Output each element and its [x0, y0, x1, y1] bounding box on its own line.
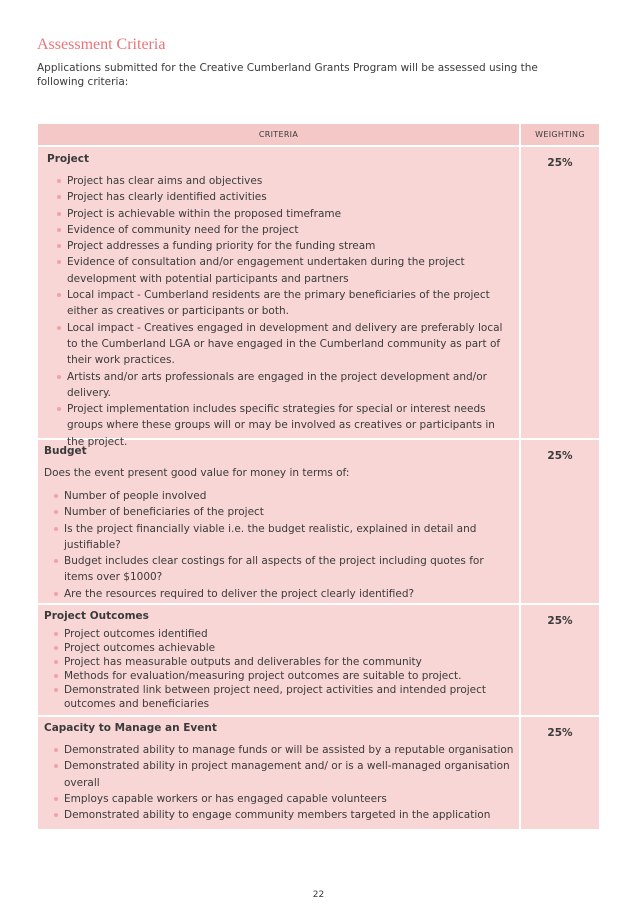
weight-cell [521, 605, 599, 715]
list-item: Artists and/or arts professionals are engaged in the project development and/or delivery. [67, 369, 512, 402]
list-item: Project implementation includes specific strategies for special or interest needs groups where these groups will or may be involved as creatives or participants in the project. [67, 401, 512, 450]
list-item: Number of people involved [64, 488, 514, 504]
table-header-row [38, 124, 599, 145]
section-title: Project [47, 153, 90, 165]
list-item: Evidence of community need for the project [67, 222, 512, 238]
criteria-cell [38, 440, 519, 603]
list-item: Project is achievable within the proposed timeframe [67, 206, 512, 222]
weight-value: 25% [547, 727, 573, 739]
list-item: Demonstrated ability to engage community members targeted in the application [64, 807, 514, 823]
criteria-list [67, 173, 512, 450]
page-title: Assessment Criteria [37, 36, 166, 53]
list-item: Budget includes clear costings for all aspects of the project including quotes for items over $1000? [64, 553, 514, 586]
weight-value: 25% [547, 615, 573, 627]
header-criteria: CRITERIA [38, 124, 519, 145]
criteria-row-project-outcomes [38, 605, 599, 715]
weight-cell [521, 147, 599, 438]
section-title: Budget [44, 445, 87, 457]
criteria-list [64, 742, 514, 823]
list-item: Number of beneficiaries of the project [64, 504, 514, 520]
list-item: Are the resources required to deliver the project clearly identified? [64, 586, 514, 602]
weight-value: 25% [547, 157, 573, 169]
section-title: Project Outcomes [44, 610, 149, 622]
criteria-cell [38, 605, 519, 715]
list-item: Project has measurable outputs and deliverables for the community [64, 655, 514, 669]
list-item: Project outcomes identified [64, 627, 514, 641]
section-title: Capacity to Manage an Event [44, 722, 217, 734]
criteria-list [64, 627, 514, 711]
list-item: Methods for evaluation/measuring project outcomes are suitable to project. [64, 669, 514, 683]
list-item: Local impact - Cumberland residents are the primary beneficiaries of the project either as creatives or participants or both. [67, 287, 512, 320]
criteria-row-project [38, 147, 599, 448]
criteria-cell [38, 147, 519, 448]
list-item: Demonstrated ability in project management and/ or is a well-managed organisation overall [64, 758, 514, 791]
list-item: Project addresses a funding priority for the funding stream [67, 238, 512, 254]
list-item: Project has clearly identified activities [67, 189, 512, 205]
list-item: Demonstrated ability to manage funds or will be assisted by a reputable organisation [64, 742, 514, 758]
list-item: Evidence of consultation and/or engagement undertaken during the project development with potential participants and partners [67, 254, 512, 287]
criteria-row-budget [38, 440, 599, 603]
weight-cell [521, 440, 599, 603]
criteria-list [64, 488, 514, 602]
section-intro: Does the event present good value for money in terms of: [44, 467, 350, 479]
header-weighting: WEIGHTING [521, 124, 599, 145]
list-item: Demonstrated link between project need, project activities and intended project outcomes and beneficiaries [64, 683, 514, 711]
page-number: 22 [312, 890, 325, 900]
list-item: Employs capable workers or has engaged capable volunteers [64, 791, 514, 807]
criteria-row-capacity [38, 717, 599, 829]
weight-cell [521, 717, 599, 829]
weight-value: 25% [547, 450, 573, 462]
criteria-cell [38, 717, 519, 829]
list-item: Local impact - Creatives engaged in development and delivery are preferably local to the Cumberland LGA or have engaged in the Cumberland community as part of their work practices. [67, 320, 512, 369]
criteria-table [38, 124, 599, 829]
list-item: Project outcomes achievable [64, 641, 514, 655]
list-item: Project has clear aims and objectives [67, 173, 512, 189]
list-item: Is the project financially viable i.e. the budget realistic, explained in detail and justifiable? [64, 521, 514, 554]
intro-paragraph: Applications submitted for the Creative Cumberland Grants Program will be assessed using the following criteria: [37, 62, 538, 88]
